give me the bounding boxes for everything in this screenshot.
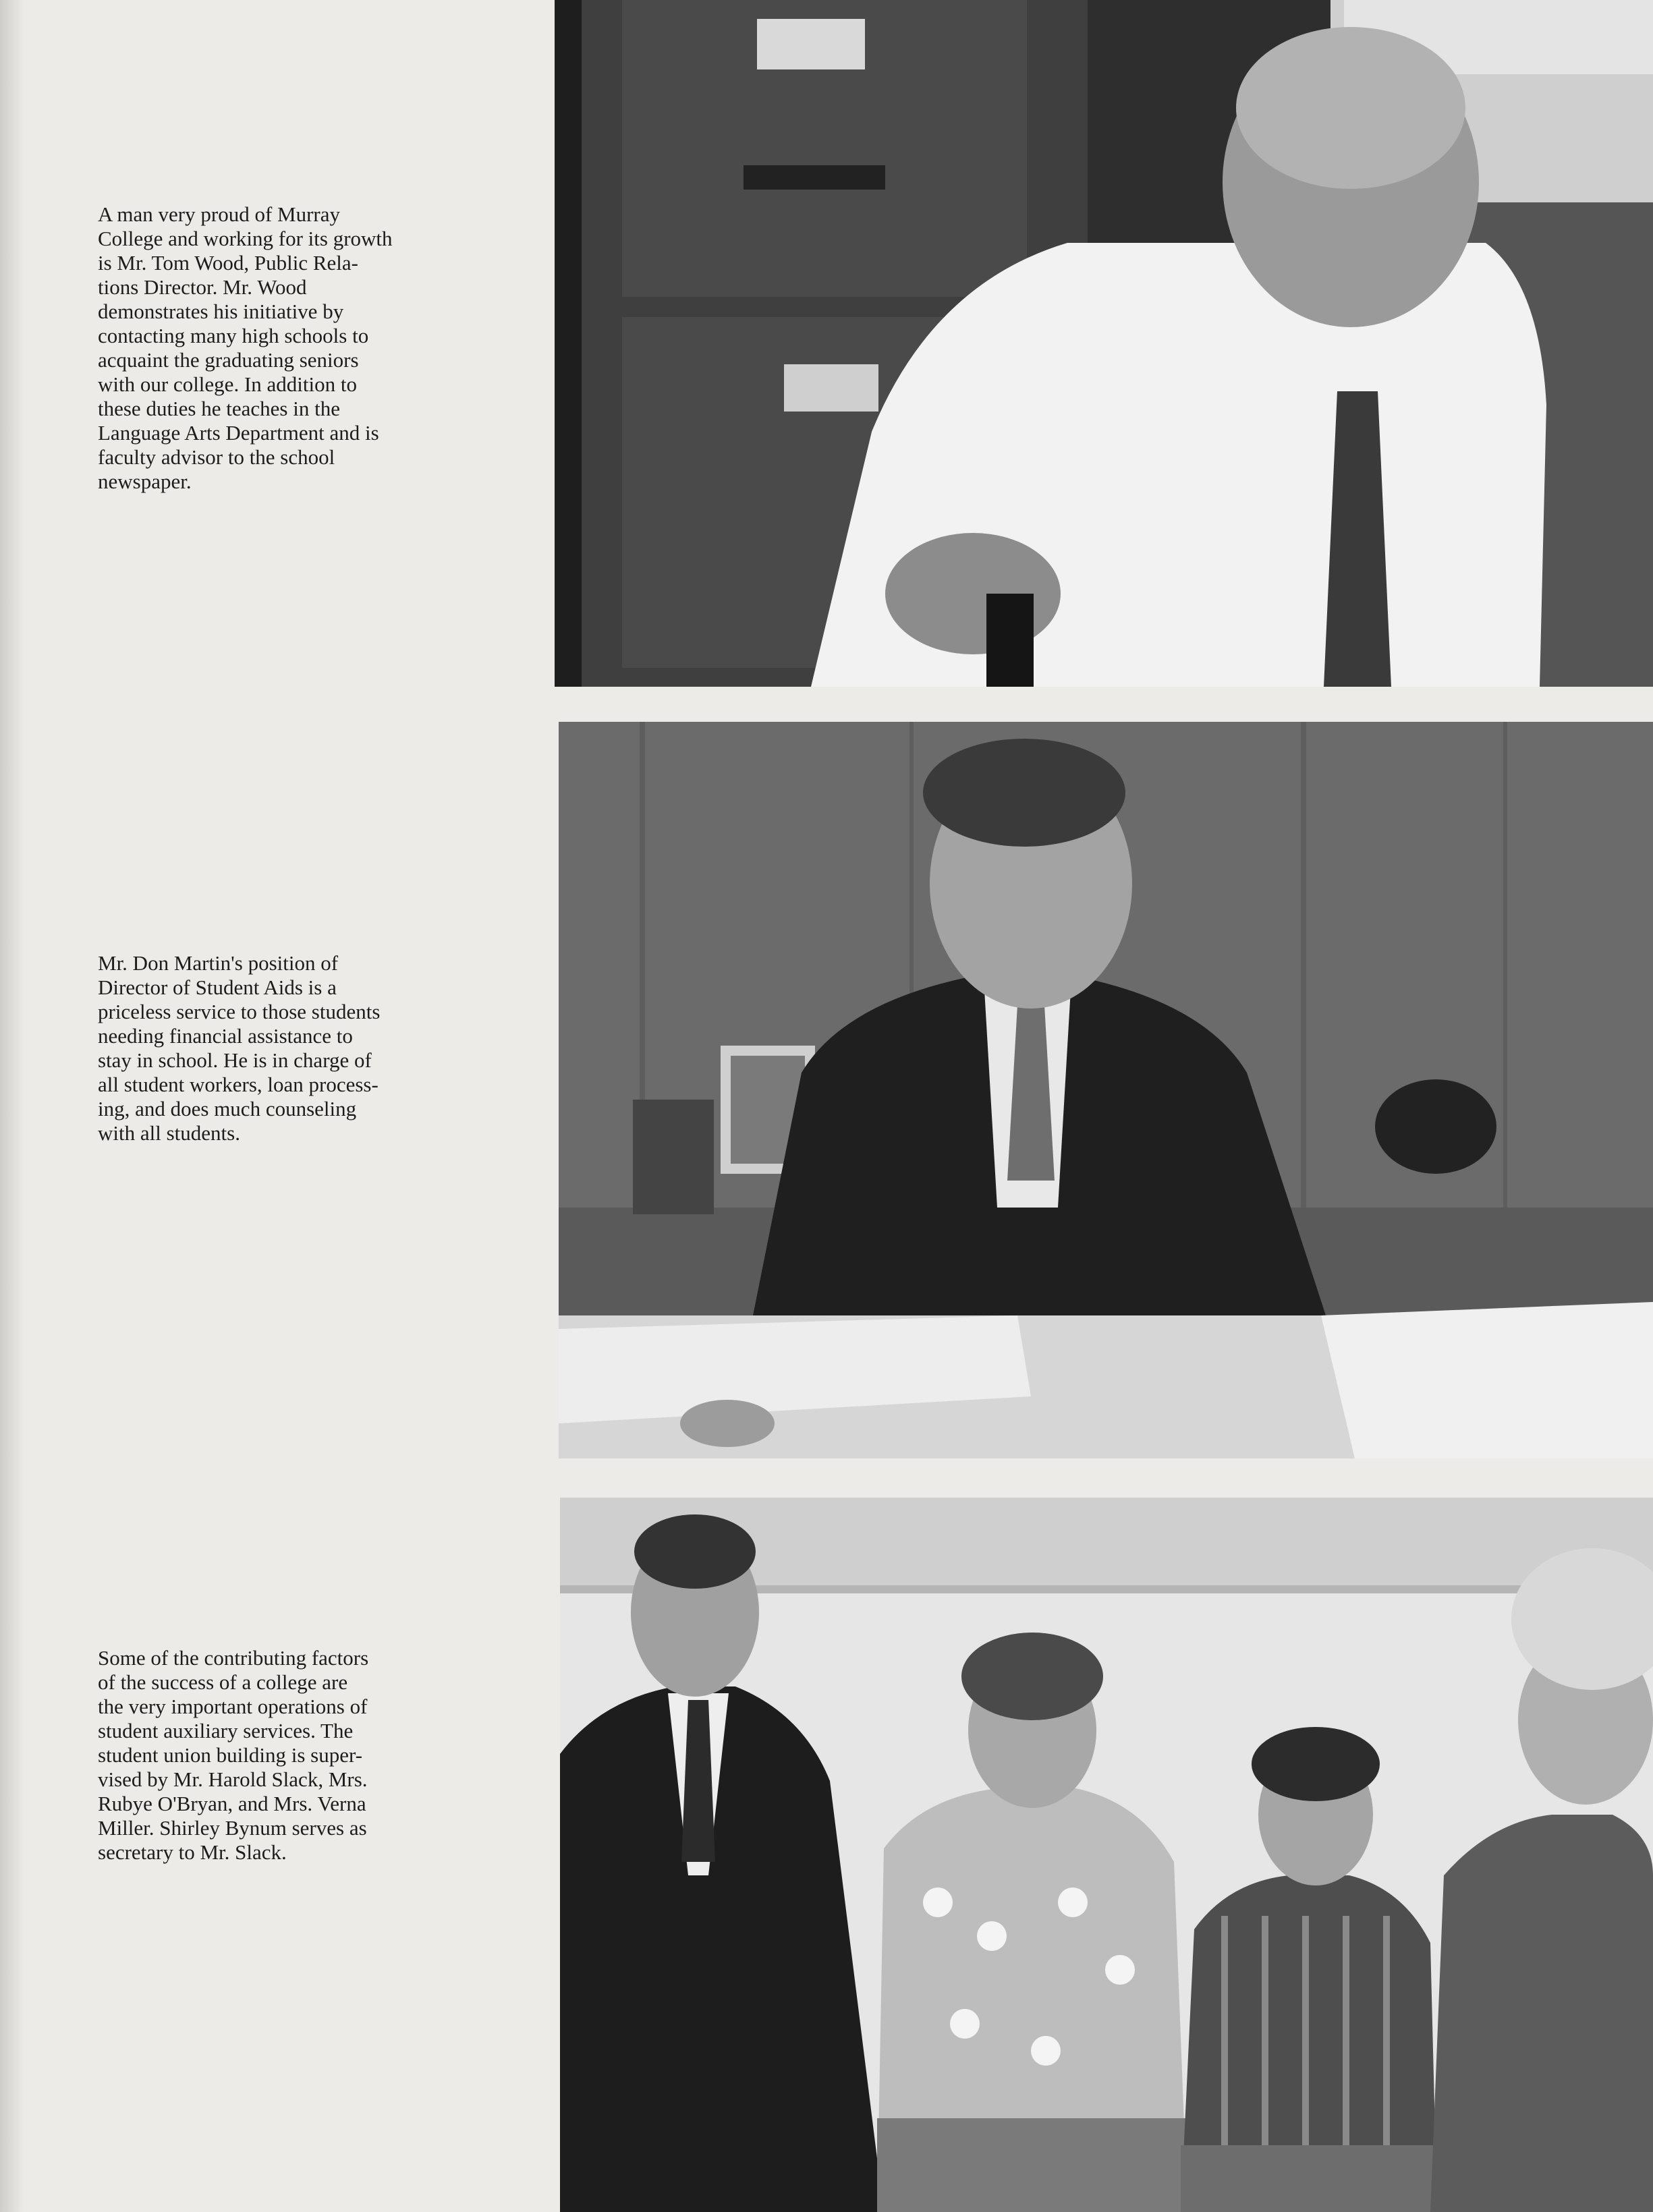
caption-student-aids: Mr. Don Martin's position of Director of Student Aids is a priceless service to those students needing financial assistance to stay in school. He is in charge of all student workers, loan process- ing, and does much counseling with all students. [98, 951, 381, 1145]
caption-public-relations: A man very proud of Murray College and working for its growth is Mr. Tom Wood, Public Rela- tions Director. Mr. Wood demonstrates his initiative by contacting many high schools to acquaint the graduating seniors with our college. In addition to these duties he teaches in the Language Arts Department and is faculty advisor to the school newspaper. [98, 202, 393, 493]
photo-student-aids-director [559, 722, 1653, 1458]
photo-student-union-staff [560, 1498, 1653, 2212]
caption-auxiliary-services: Some of the contributing factors of the success of a college are the very important operations of student auxiliary services. The student union building is super- vised by Mr. Harold Slack, Mrs. Rubye O'Bryan, and Mrs. Verna Miller. Shirley Bynum serves as secretary to Mr. Slack. [98, 1646, 369, 1864]
page-gutter-shadow [0, 0, 24, 2212]
photo-public-relations-director [555, 0, 1653, 687]
